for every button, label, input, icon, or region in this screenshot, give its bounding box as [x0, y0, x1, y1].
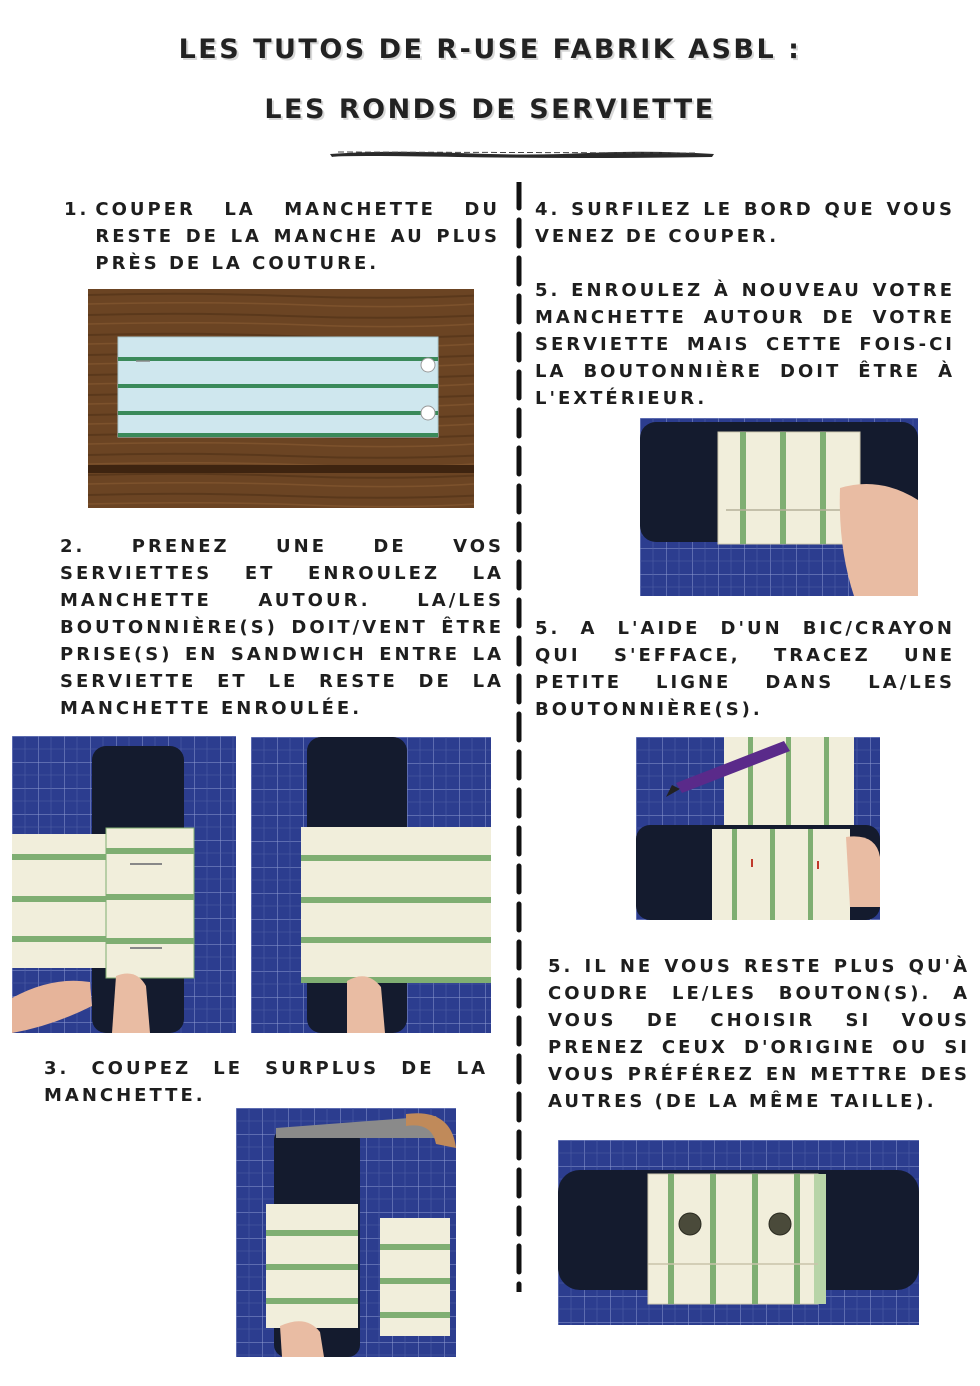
page-title-line1: LES TUTOS DE R-USE FABRIK ASBL : — [178, 34, 802, 65]
photo-finished-napkin-ring — [558, 1140, 919, 1325]
step-1-instruction — [64, 196, 500, 277]
brush-stroke-divider — [328, 148, 716, 160]
step-2-instruction: 2. PRENEZ UNE DE VOS SERVIETTES ET ENROULEZ LA MANCHETTE AUTOUR. LA/LES BOUTONNIÈRE(S) DOIT/VENT ÊTRE PRISE(S) EN SANDWICH ENTRE LA SERVIETTE ET LE RESTE DE LA MANCHETTE ENROULÉE. — [60, 536, 504, 719]
step-5c-instruction: 5. IL NE VOUS RESTE PLUS QU'À COUDRE LE/LES BOUTON(S). A VOUS DE CHOISIR SI VOUS PRENEZ CEUX D'ORIGINE OU SI VOUS PRÉFÉREZ EN METTRE DES AUTRES (DE LA MÊME TAILLE). — [548, 956, 970, 1112]
photo-buttonhole-outside — [640, 418, 918, 596]
dashed-column-divider — [514, 182, 524, 1292]
photo-cuff-on-wood — [88, 289, 474, 508]
page-title-line2: LES RONDS DE SERVIETTE — [264, 94, 716, 125]
photo-cut-surplus-scissors — [236, 1108, 456, 1357]
step-5b-instruction: 5. A L'AIDE D'UN BIC/CRAYON QUI S'EFFACE, TRACEZ UNE PETITE LIGNE DANS LA/LES BOUTONNIÈRE(S). — [535, 618, 955, 720]
step-3-instruction: 3. COUPEZ LE SURPLUS DE LA MANCHETTE. — [44, 1058, 488, 1106]
step-1-number: 1. — [64, 199, 90, 220]
step-4-instruction: 4. SURFILEZ LE BORD QUE VOUS VENEZ DE COUPER. — [535, 199, 955, 247]
photo-cuff-wrapped-full — [251, 737, 491, 1033]
photo-marking-pen — [636, 737, 880, 920]
step-1-text: COUPER LA MANCHETTE DU RESTE DE LA MANCHE AU PLUS PRÈS DE LA COUTURE. — [95, 199, 500, 274]
step-5a-instruction: 5. ENROULEZ À NOUVEAU VOTRE MANCHETTE AUTOUR DE VOTRE SERVIETTE MAIS CETTE FOIS-CI LA BOUTONNIÈRE DOIT ÊTRE À L'EXTÉRIEUR. — [535, 280, 955, 409]
photo-cuff-wrapped-buttonhole — [12, 736, 236, 1033]
